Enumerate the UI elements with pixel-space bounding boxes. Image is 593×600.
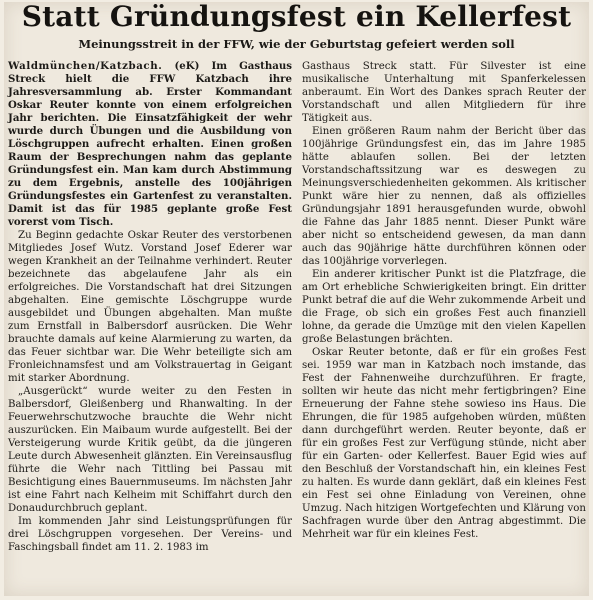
body-paragraph: Einen größeren Raum nahm der Bericht über das 100jährige Gründungsfest ein, das im Jahre 1985 hätte ablaufen sollen. Bei der letzten Vorstandschaftssitzung war es deswegen zu Meinungsverschiedenheiten gekommen. Als kritischer Punkt wäre hier zu nennen, daß als offizielles Gründungsjahr 1891 herausgefunden wurde, obwohl die Fahne das Jahr 1885 nennt. Dieser Punkt wäre aber nicht so entscheidend gewesen, da man dann auch das 90jährige hätte durchführen können oder das 100jährige vorverlegen.: [302, 126, 586, 267]
lead-paragraph: [8, 60, 292, 229]
body-paragraph: „Ausgerückt“ wurde weiter zu den Festen in Balbersdorf, Gleißenberg und Rhanwalting. In der Feuerwehrschutzwoche brauchte die Wehr nicht auszurücken. Ein Maibaum wurde aufgestellt. Bei der Versteigerung wurde Kritik geübt, da die jüngeren Leute durch Abwesenheit glänzten. Ein Vereinsausflug führte die Wehr nach Tittling bei Passau mit Besichtigung eines Bauernmuseums. Im nächsten Jahr ist eine Fahrt nach Kelheim mit Schiffahrt durch den Donaudurchbruch geplant.: [8, 386, 292, 514]
lead-text: (eK) Im Gasthaus Streck hielt die FFW Katzbach ihre Jahresversammlung ab. Erster Kommandant Oskar Reuter konnte von einem erfolgreichen Jahr berichten. Die Einsatzfähigkeit der wehr wurde durch Übungen und die Ausbildung von Löschgruppen aufrecht erhalten. Einen großen Raum der Besprechungen nahm das geplante Gründungsfest ein. Man kam durch Abstimmung zu dem Ergebnis, anstelle des 100jährigen Gründungsfestes ein Gartenfest zu veranstalten. Damit ist das für 1985 geplante große Fest vorerst vom Tisch.: [8, 60, 292, 228]
article-column-right: [302, 60, 586, 596]
article-headline: Statt Gründungsfest ein Kellerfest: [21, 0, 572, 33]
body-paragraph: Zu Beginn gedachte Oskar Reuter des verstorbenen Mitgliedes Josef Wutz. Vorstand Josef Ederer war wegen Krankheit an der Teilnahme verhindert. Reuter bezeichnete das abgelaufene Jahr als ein erfolgreiches. Die Vorstandschaft hat drei Sitzungen abgehalten. Eine gemischte Löschgruppe wurde ausgebildet und Übungen abgehalten. Man mußte zum Ernstfall in Balbersdorf ausrücken. Die Wehr brauchte damals auf keine Alarmierung zu warten, da das Feuer sichtbar war. Die Wehr beteiligte sich am Fronleichnamsfest und am Volkstrauertag in Geigant mit starker Abordnung.: [8, 230, 292, 384]
body-paragraph: Ein anderer kritischer Punkt ist die Platzfrage, die am Ort erhebliche Schwierigkeiten bringt. Ein dritter Punkt betraf die auf die Wehr zukommende Arbeit und die Frage, ob sich ein großes Fest auch finanziell lohne, da gerade die Umzüge mit den vielen Kapellen große Belastungen brächten.: [302, 269, 586, 345]
article-column-left: [8, 60, 292, 596]
body-paragraph: Im kommenden Jahr sind Leistungsprüfungen für drei Löschgruppen vorgesehen. Der Vereins- und Faschingsball findet am 11. 2. 1983 im: [8, 516, 292, 553]
body-paragraph: Oskar Reuter betonte, daß er für ein großes Fest sei. 1959 war man in Katzbach noch imstande, das Fest der Fahnenweihe durchzuführen. Er fragte, sollten wir heute das nicht mehr fertigbringen? Eine Erneuerung der Fahne stehe sowieso ins Haus. Die Ehrungen, die für 1985 aufgehoben würden, müßten dann durchgeführt werden. Reuter beyonte, daß er für ein großes Fest zur Verfügung stünde, nicht aber für ein Garten- oder Kellerfest. Bauer Egid wies auf den Beschluß der Vorstandschaft hin, ein kleines Fest zu halten. Es wurde dann geklärt, daß ein kleines Fest ein Fest sei ohne Einladung von Vereinen, ohne Umzug. Nach hitzigen Wortgefechten und Klärung von Sachfragen wurde über den Antrag abgestimmt. Die Mehrheit war für ein kleines Fest.: [302, 347, 586, 540]
body-paragraph: Gasthaus Streck statt. Für Silvester ist eine musikalische Unterhaltung mit Spanferkelessen anberaumt. Ein Wort des Dankes sprach Reuter der Vorstandschaft und allen Mitgliedern für ihre Tätigkeit aus.: [302, 61, 586, 124]
dateline: Waldmünchen/Katzbach.: [8, 60, 163, 72]
article-subheadline: Meinungsstreit in der FFW, wie der Geburtstag gefeiert werden soll: [78, 37, 515, 51]
